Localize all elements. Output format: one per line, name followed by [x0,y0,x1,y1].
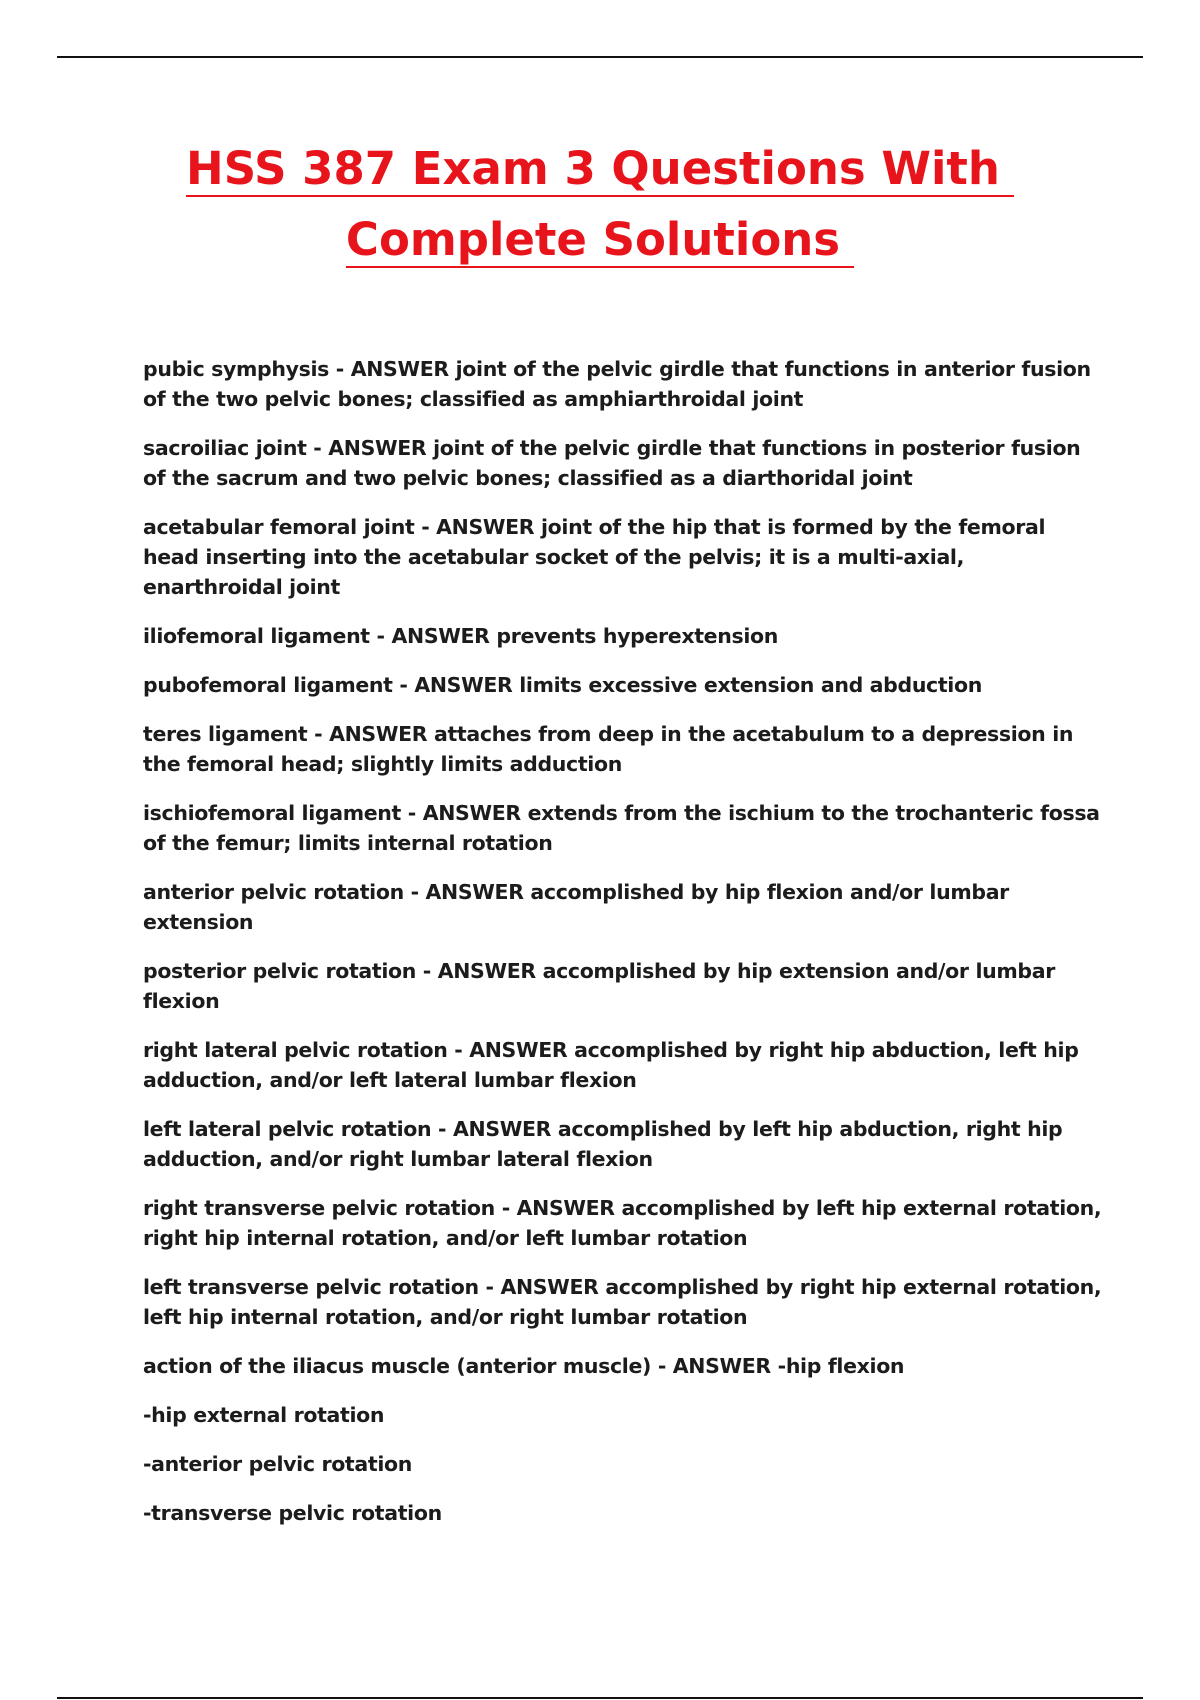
title-line-1: HSS 387 Exam 3 Questions With [186,146,1014,197]
qa-entry: -hip external rotation [143,1403,385,1427]
title-line-2: Complete Solutions [346,217,854,268]
qa-entry: right transverse pelvic rotation - ANSWER accomplished by left hip external rotation, right hip internal rotation, and/or left lumbar rotation [143,1196,1102,1250]
qa-entry: ischiofemoral ligament - ANSWER extends from the ischium to the trochanteric fossa of the femur; limits internal rotation [143,801,1100,855]
qa-list [143,354,1103,1547]
qa-entry: sacroiliac joint - ANSWER joint of the pelvic girdle that functions in posterior fusion of the sacrum and two pelvic bones; classified as a diarthoridal joint [143,436,1081,490]
qa-entry: iliofemoral ligament - ANSWER prevents hyperextension [143,624,778,648]
qa-entry: teres ligament - ANSWER attaches from deep in the acetabulum to a depression in the femoral head; slightly limits adduction [143,722,1074,776]
qa-entry: acetabular femoral joint - ANSWER joint of the hip that is formed by the femoral head inserting into the acetabular socket of the pelvis; it is a multi-axial, enarthroidal joint [143,515,1046,599]
document-title [0,142,1200,288]
qa-entry: right lateral pelvic rotation - ANSWER accomplished by right hip abduction, left hip adduction, and/or left lateral lumbar flexion [143,1038,1079,1092]
qa-entry: pubofemoral ligament - ANSWER limits excessive extension and abduction [143,673,982,697]
footer-rule [57,1697,1143,1699]
header-rule [57,56,1143,58]
qa-entry: left transverse pelvic rotation - ANSWER accomplished by right hip external rotation, left hip internal rotation, and/or right lumbar rotation [143,1275,1102,1329]
qa-entry: posterior pelvic rotation - ANSWER accomplished by hip extension and/or lumbar flexion [143,959,1055,1013]
qa-entry: anterior pelvic rotation - ANSWER accomplished by hip flexion and/or lumbar extension [143,880,1009,934]
qa-entry: -anterior pelvic rotation [143,1452,412,1476]
qa-entry: action of the iliacus muscle (anterior muscle) - ANSWER -hip flexion [143,1354,905,1378]
qa-entry: left lateral pelvic rotation - ANSWER accomplished by left hip abduction, right hip adduction, and/or right lumbar lateral flexion [143,1117,1063,1171]
qa-entry: pubic symphysis - ANSWER joint of the pelvic girdle that functions in anterior fusion of the two pelvic bones; classified as amphiarthroidal joint [143,357,1091,411]
qa-entry: -transverse pelvic rotation [143,1501,442,1525]
